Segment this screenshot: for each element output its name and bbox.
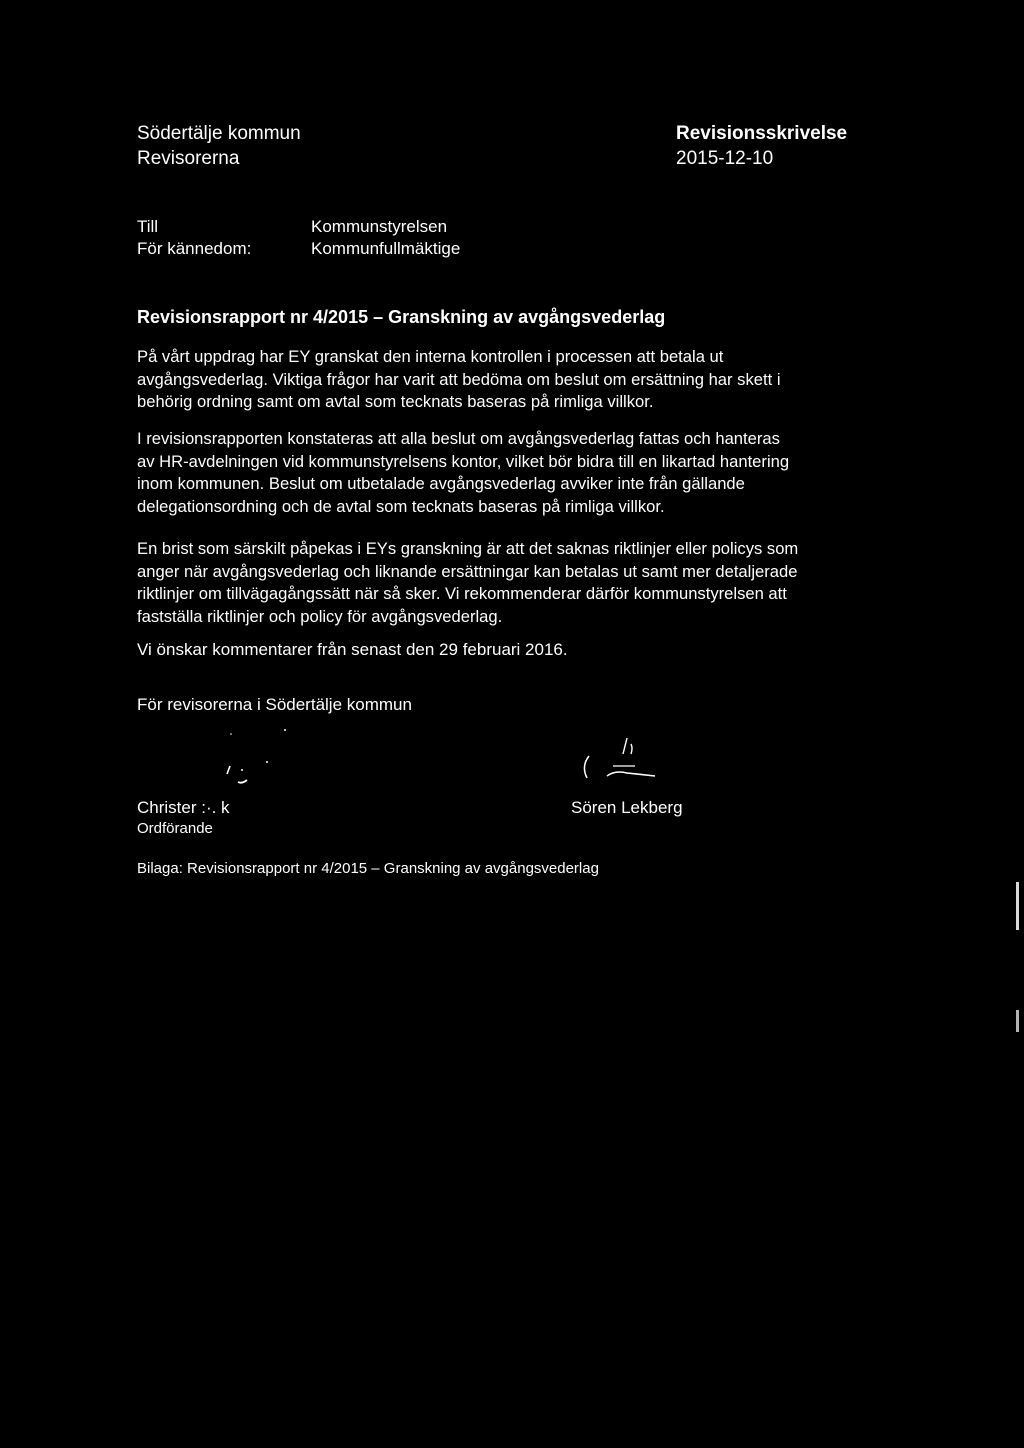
scan-artifact [1016, 1010, 1019, 1032]
attachment-note: Bilaga: Revisionsrapport nr 4/2015 – Granskning av avgångsvederlag [137, 860, 599, 877]
signatory-left-name: Christer :·. k [137, 798, 230, 817]
document-type: Revisionsskrivelse [676, 123, 848, 144]
signatory-right-name: Sören Lekberg [571, 798, 683, 817]
paragraph-2 [137, 428, 917, 518]
paragraph-1 [137, 346, 917, 414]
paragraph-line: fastställa riktlinjer och policy för avgångsvederlag. [137, 606, 503, 626]
paragraph-3 [137, 538, 917, 628]
to-label: Till [137, 217, 159, 236]
paragraph-line: På vårt uppdrag har EY granskat den interna kontrollen i processen att betala ut [137, 347, 724, 366]
to-recipient: Kommunstyrelsen [311, 217, 448, 236]
cc-label: För kännedom: [137, 239, 252, 258]
closing-line: För revisorerna i Södertälje kommun [137, 695, 412, 714]
paragraph-line: anger när avgångsvederlag och liknande ersättningar kan betalas ut samt mer detaljerade [137, 561, 798, 581]
comment-request: Vi önskar kommentarer från senast den 29 februari 2016. [137, 640, 568, 659]
cc-recipient: Kommunfullmäktige [311, 239, 461, 258]
organization-name: Södertälje kommun [137, 123, 301, 144]
paragraph-line: I revisionsrapporten konstateras att alla beslut om avgångsvederlag fattas och hanteras [137, 429, 780, 448]
right-signature [555, 730, 675, 790]
paragraph-line: En brist som särskilt påpekas i EYs granskning är att det saknas riktlinjer eller policys som [137, 539, 799, 558]
paragraph-line: inom kommunen. Beslut om utbetalade avgångsvederlag avviker inte från gällande [137, 474, 745, 494]
paragraph-line: behörig ordning samt om avtal som tecknats baseras på rimliga villkor. [137, 392, 654, 412]
paragraph-line: riktlinjer om tillvägagångssätt när så sker. Vi rekommenderar därför kommunstyrelsen att [137, 584, 787, 604]
left-signature [195, 722, 305, 792]
report-title: Revisionsrapport nr 4/2015 – Granskning av avgångsvederlag [137, 307, 666, 327]
paragraph-line: delegationsordning och de avtal som tecknats baseras på rimliga villkor. [137, 496, 665, 516]
paragraph-line: avgångsvederlag. Viktiga frågor har varit att bedöma om beslut om ersättning har skett i [137, 369, 781, 389]
department-name: Revisorerna [137, 148, 240, 169]
scan-artifact [1016, 882, 1019, 930]
document-date: 2015-12-10 [676, 148, 774, 169]
paragraph-line: av HR-avdelningen vid kommunstyrelsens kontor, vilket bör bidra till en likartad hantering [137, 451, 790, 471]
signatory-left-role: Ordförande [137, 820, 213, 837]
